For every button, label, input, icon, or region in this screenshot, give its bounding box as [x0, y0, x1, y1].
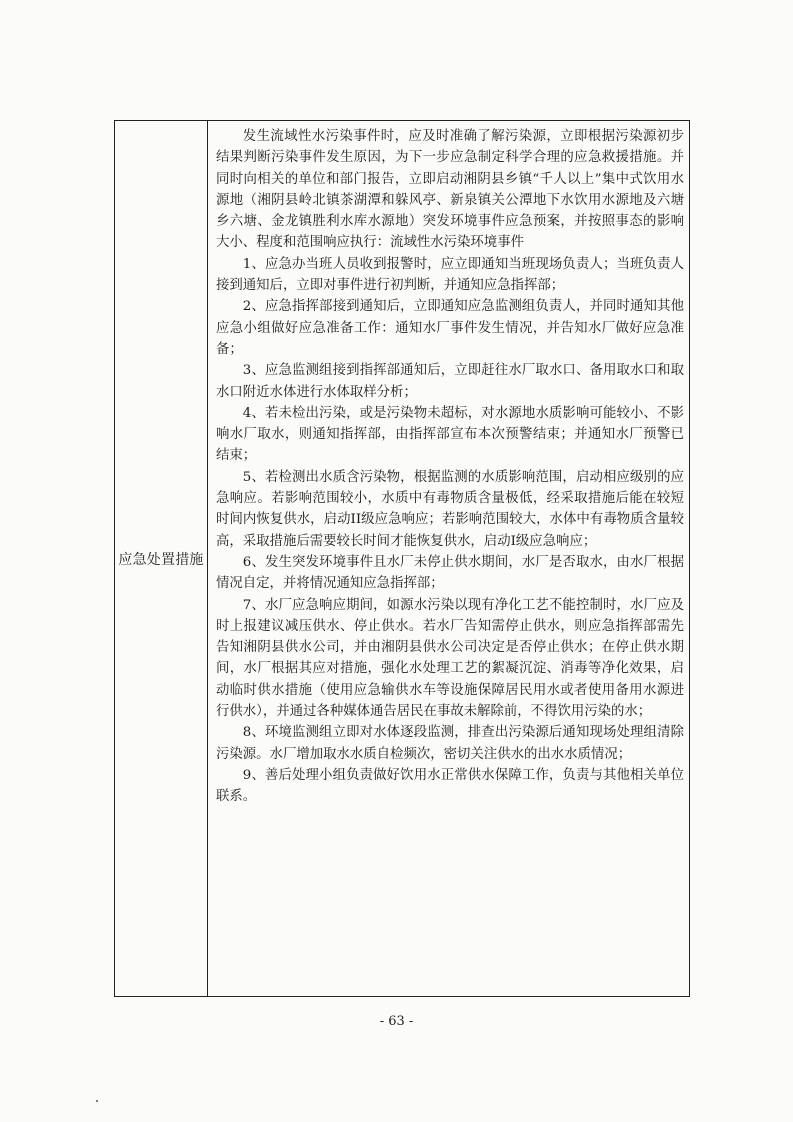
content-cell	[208, 121, 690, 997]
page-number: - 63 -	[379, 1014, 414, 1029]
scan-speck	[96, 1100, 98, 1102]
paragraph-step-2: 2、应急指挥部接到通知后，立即通知应急监测组负责人，并同时通知其他应急小组做好应急准备工作：通知水厂事件发生情况，并告知水厂做好应急准备；	[216, 299, 684, 357]
measures-table	[114, 120, 690, 997]
row-header-label: 应急处置措施	[118, 551, 204, 568]
paragraph-step-1: 1、应急办当班人员收到报警时，应立即通知当班现场负责人；当班负责人接到通知后，立即对事件进行初判断，并通知应急指挥部；	[216, 256, 684, 294]
paragraph-step-5: 5、若检测出水质含污染物，根据监测的水质影响范围，启动相应级别的应急响应。若影响范围较小，水质中有毒物质含量极低，经采取措施后能在较短时间内恢复供水，启动II级应急响应；若影响范围较大，水体中有毒物质含量较高，采取措施后需要较长时间才能恢复供水，启动I级应急响应；	[216, 469, 684, 549]
paragraph-step-9: 9、善后处理小组负责做好饮用水正常供水保障工作，负责与其他相关单位联系。	[216, 767, 684, 805]
paragraph-step-8: 8、环境监测组立即对水体逐段监测，排查出污染源后通知现场处理组清除污染源。水厂增加取水水质自检频次，密切关注供水的出水水质情况；	[216, 725, 684, 762]
paragraph-intro: 发生流域性水污染事件时，应及时准确了解污染源，立即根据污染源初步结果判断污染事件发生原因，为下一步应急制定科学合理的应急救援措施。并同时向相关的单位和部门报告，立即启动湘阴县乡镇“千人以上”集中式饮用水源地（湘阴县岭北镇茶湖潭和躲风亭、新泉镇关公潭地下水饮用水源地及六塘乡六塘、金龙镇胜利水库水源地）突发环境事件应急预案，并按照事态的影响大小、程度和范围响应执行：流域性水污染环境事件	[216, 129, 684, 251]
paragraph-step-3: 3、应急监测组接到指挥部通知后，立即赶往水厂取水口、备用取水口和取水口附近水体进行水体取样分析；	[216, 363, 684, 400]
row-header-cell	[115, 121, 208, 997]
paragraph-step-4: 4、若未检出污染，或是污染物未超标，对水源地水质影响可能较小、不影响水厂取水，则通知指挥部，由指挥部宣布本次预警结束；并通知水厂预警已结束；	[216, 405, 684, 464]
table-row	[115, 121, 690, 997]
paragraph-step-6: 6、发生突发环境事件且水厂未停止供水期间，水厂是否取水，由水厂根据情况自定，并将情况通知应急指挥部；	[216, 554, 684, 592]
paragraph-step-7: 7、水厂应急响应期间，如源水污染以现有净化工艺不能控制时，水厂应及时上报建议减压供水、停止供水。若水厂告知需停止供水，则应急指挥部需先告知湘阴县供水公司，并由湘阴县供水公司决定是否停止供水；在停止供水期间，水厂根据其应对措施，强化水处理工艺的絮凝沉淀、消毒等净化效果，启动临时供水措施（使用应急输供水车等设施保障居民用水或者使用备用水源进行供水），并通过各种媒体通告居民在事故未解除前，不得饮用污染的水；	[216, 597, 684, 720]
